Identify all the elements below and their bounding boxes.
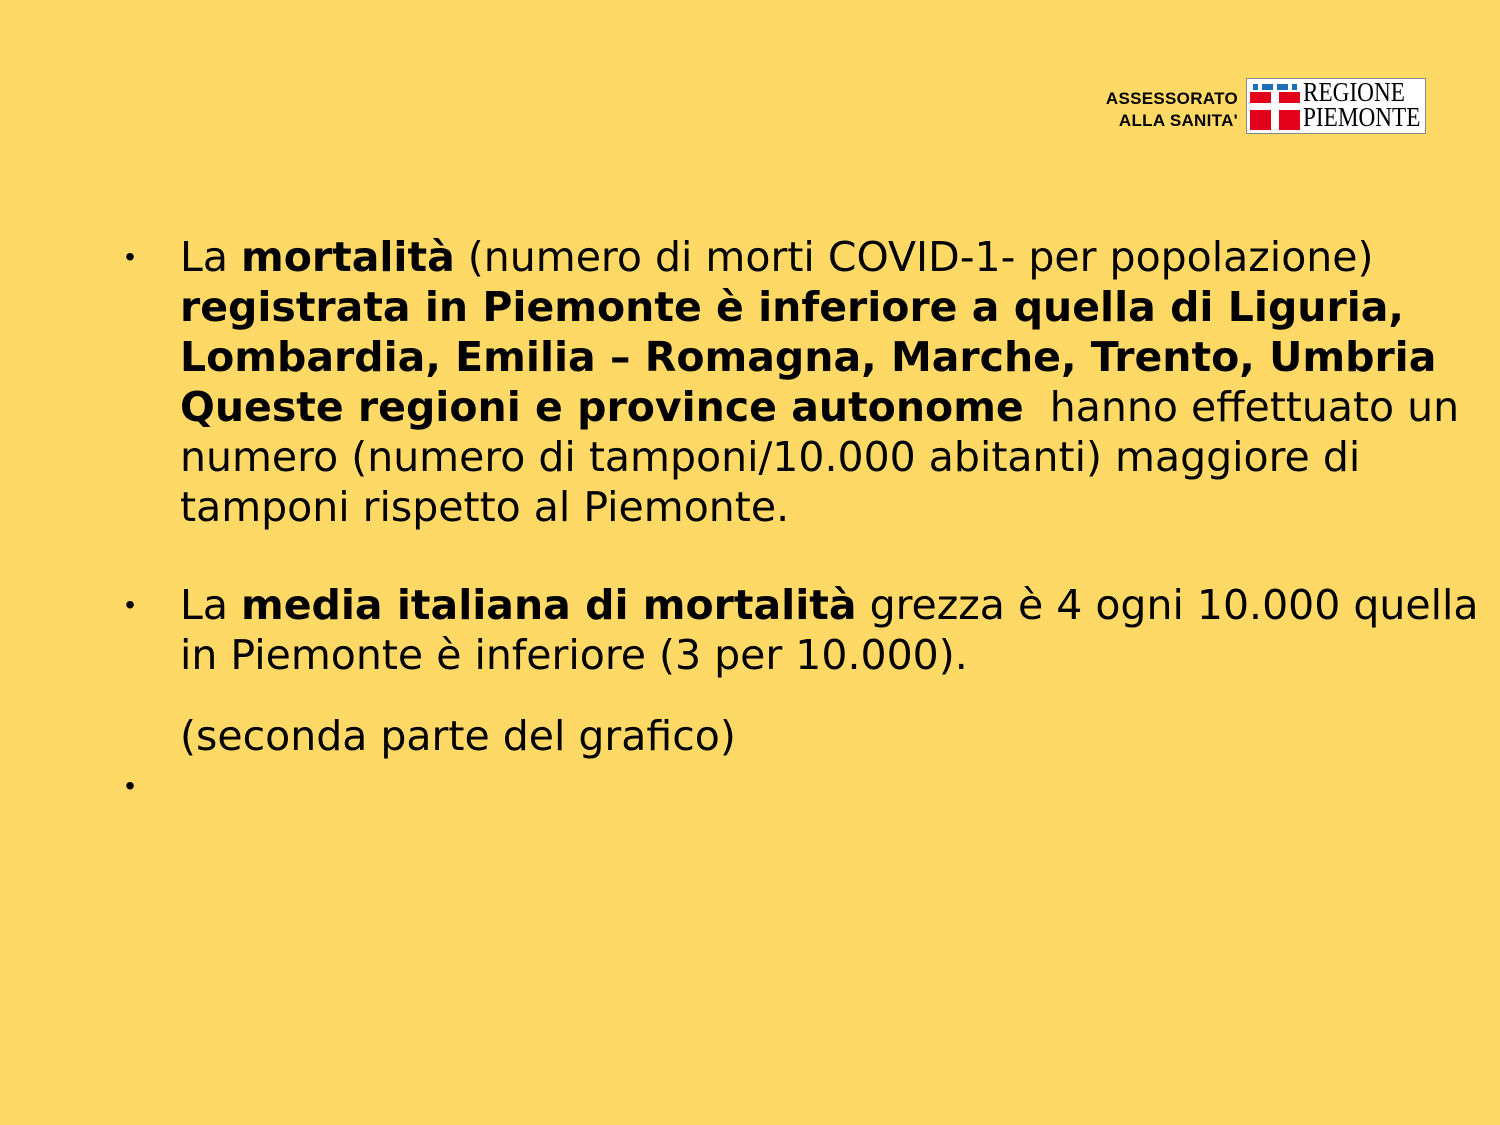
piemonte-emblem-icon — [1250, 82, 1300, 130]
text-run-bold: Queste regioni e province autonome — [180, 383, 1024, 431]
bullet-empty — [120, 761, 1450, 811]
bullet-dot: • — [125, 241, 135, 272]
regione-piemonte-logo — [1246, 78, 1426, 134]
logo-line1: REGIONE — [1303, 77, 1405, 107]
text-run: La — [180, 233, 241, 281]
text-run: grezza è 4 ogni 10.000 quella — [856, 581, 1479, 629]
slide-content — [120, 232, 1479, 811]
text-line: tamponi rispetto al Piemonte. — [180, 483, 790, 531]
text-line: numero (numero di tamponi/10.000 abitanti) maggiore di — [180, 433, 1361, 481]
text-run: hanno effettuato un — [1023, 383, 1460, 431]
text-run-bold: Lombardia, Emilia – Romagna, Marche, Trento, Umbria — [180, 333, 1437, 381]
bullet-mortality-comparison — [120, 232, 1460, 532]
header-organization — [1106, 88, 1238, 132]
text-run: (numero di morti COVID-1- per popolazione) — [454, 233, 1374, 281]
bullet-dot: • — [125, 770, 135, 801]
bullet-dot: • — [125, 589, 135, 620]
header-org-line2: ALLA SANITA' — [1118, 111, 1238, 130]
logo-line2: PIEMONTE — [1303, 102, 1421, 132]
header-org-line1: ASSESSORATO — [1105, 89, 1238, 108]
text-line: in Piemonte è inferiore (3 per 10.000). — [180, 631, 968, 679]
text-run-bold: mortalità — [241, 233, 455, 281]
logo-wordmark — [1303, 77, 1421, 132]
text-run-bold: media italiana di mortalità — [241, 581, 857, 629]
text-run-bold: registrata in Piemonte è inferiore a quella di Liguria, — [180, 283, 1404, 331]
text-run: La — [180, 581, 241, 629]
chart-reference-note: (seconda parte del grafico) — [180, 712, 736, 760]
bullet-italian-average — [120, 580, 1479, 680]
